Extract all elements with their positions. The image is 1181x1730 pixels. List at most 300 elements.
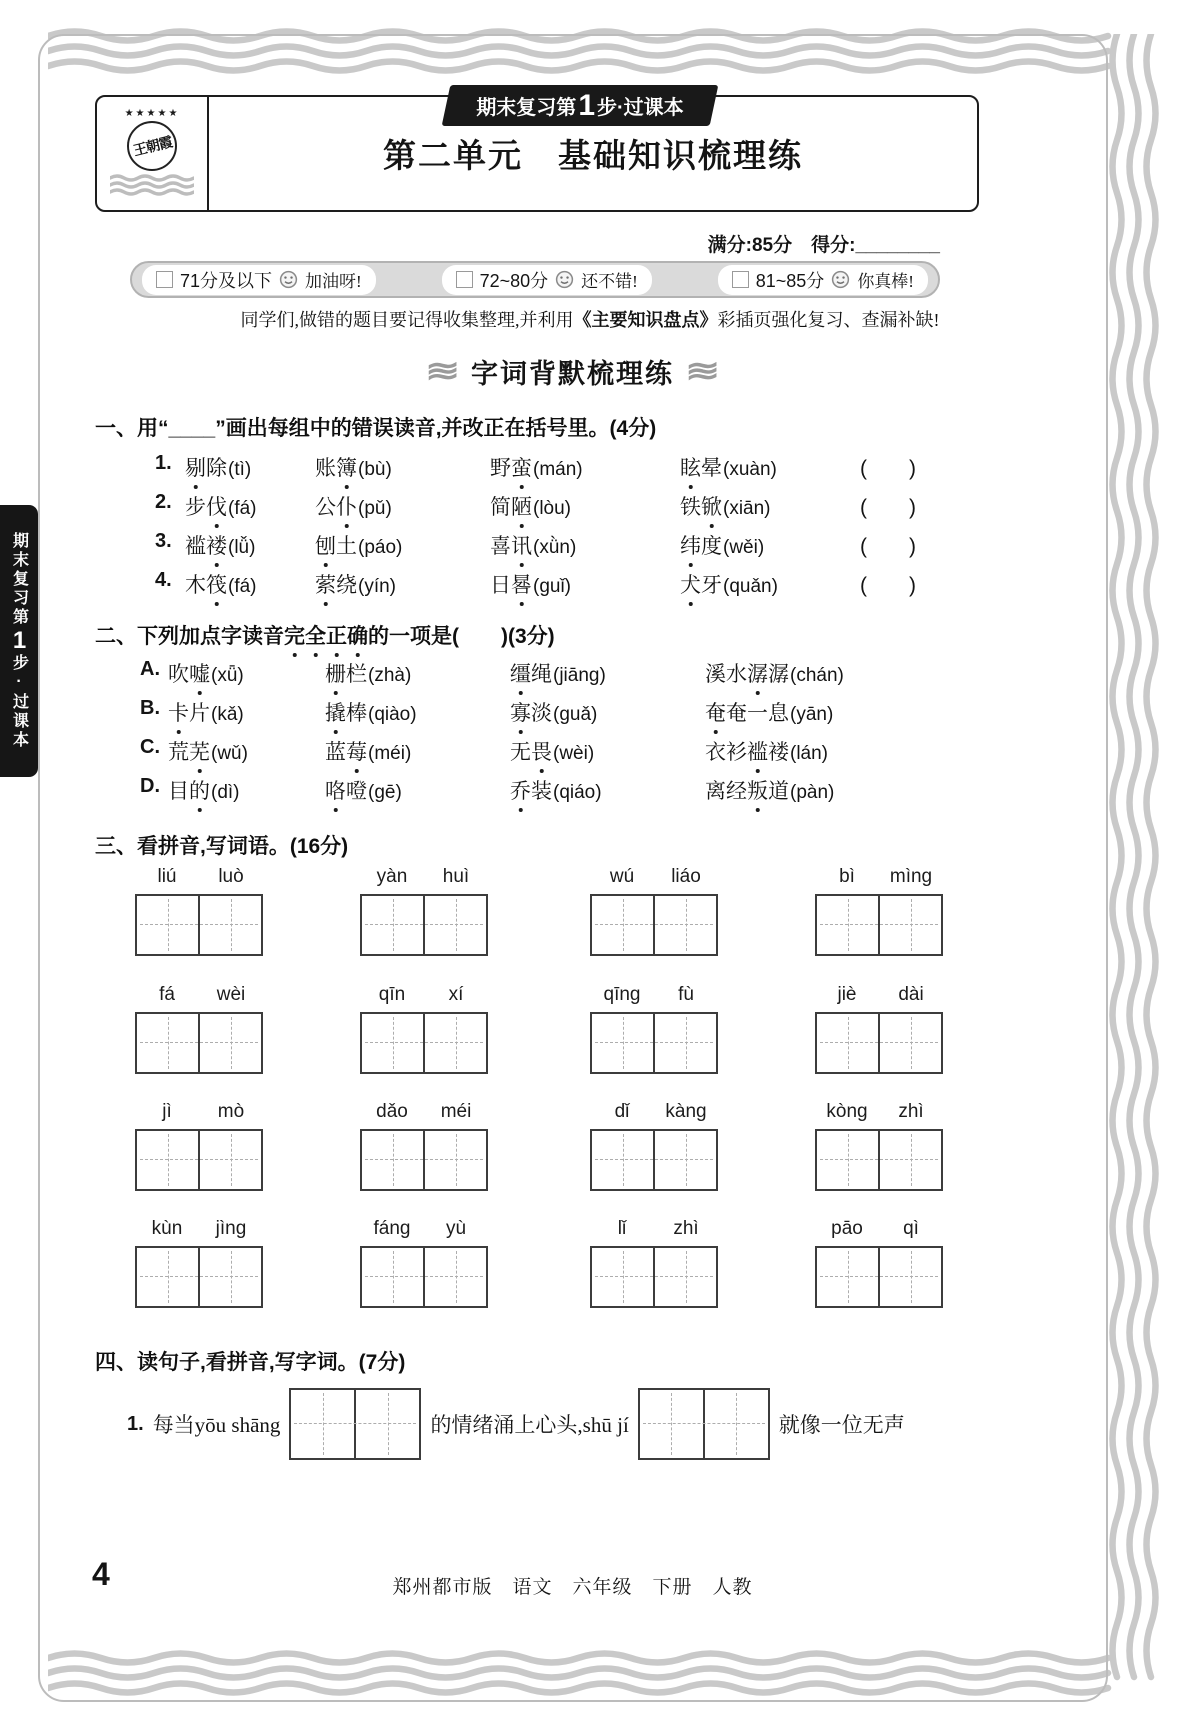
grid-cell <box>817 896 878 954</box>
pinyin-syllable: dài <box>898 984 924 1005</box>
han-char: 的 <box>189 775 210 805</box>
pinyin-syllable: mìng <box>889 866 933 887</box>
word-with-pinyin <box>315 491 392 521</box>
han-char: 咯 <box>325 775 346 805</box>
han-char: 眩 <box>680 452 701 482</box>
writing-grid <box>360 894 488 956</box>
han-char: 畏 <box>531 736 552 766</box>
han-char: 嘘 <box>189 658 210 688</box>
pinyin-pair <box>135 1101 263 1129</box>
writing-grid <box>135 894 263 956</box>
pinyin-syllable: kàng <box>665 1101 707 1122</box>
writing-grid <box>815 1246 943 1308</box>
han-char: 潺 <box>747 658 768 688</box>
han-char: 撬 <box>325 697 346 727</box>
step-banner-text <box>446 85 714 126</box>
pinyin-pair <box>135 1218 263 1246</box>
han-char: 铁 <box>680 495 701 519</box>
word-with-pinyin <box>185 491 257 521</box>
answer-grid <box>638 1388 770 1460</box>
pinyin-syllable: lǐ <box>617 1218 627 1239</box>
han-char: 栏 <box>346 662 367 686</box>
option-label: A. <box>140 658 160 680</box>
han-char: 剔 <box>185 452 206 482</box>
checkbox-icon <box>156 271 173 288</box>
word-with-pinyin <box>705 658 844 688</box>
writing-grid <box>815 1129 943 1191</box>
han-char: 无 <box>510 740 531 764</box>
score-band <box>442 265 652 295</box>
row-number: 2. <box>155 491 172 513</box>
q2-heading-text: 二、下列加点字读音 <box>95 625 284 648</box>
word-with-pinyin <box>490 452 583 482</box>
pinyin-label: (wǔ) <box>211 743 248 764</box>
option-label: D. <box>140 775 160 797</box>
word-with-pinyin <box>325 697 417 727</box>
han-char: 公 <box>315 495 336 519</box>
grid-cell <box>137 896 198 954</box>
pinyin-syllable: fù <box>678 984 694 1005</box>
pinyin-syllable: zhì <box>898 1101 924 1122</box>
pinyin-label: (qiáo) <box>553 782 602 803</box>
han-char: 晷 <box>511 569 532 599</box>
pinyin-syllable: pāo <box>831 1218 863 1239</box>
emphasized-char: 全 <box>305 620 326 650</box>
grid-cell <box>362 1248 423 1306</box>
word-with-pinyin <box>325 658 411 688</box>
pinyin-label: (lǚ) <box>228 537 256 558</box>
q2-heading-text: 的一项是( )(3分) <box>368 625 555 648</box>
pinyin-pair <box>590 1218 718 1246</box>
q2-option <box>127 697 1027 736</box>
pinyin-syllable: huì <box>442 866 470 887</box>
note <box>100 306 1080 332</box>
sidebar-tab-text: 步·过课本 <box>10 654 28 750</box>
han-char: 莓 <box>346 736 367 766</box>
han-char: 褛 <box>206 530 227 560</box>
grid-midline <box>140 1159 258 1160</box>
pinyin-pair <box>360 984 488 1012</box>
pinyin-syllable: fá <box>159 984 175 1005</box>
han-char: 装 <box>531 779 552 803</box>
q2-emphasized-text <box>284 625 368 648</box>
pinyin-syllable: jìng <box>215 1218 247 1239</box>
q4-sentence <box>127 1388 905 1460</box>
grid-midline <box>140 1042 258 1043</box>
han-char: 步 <box>185 495 206 519</box>
pinyin-syllable: xí <box>448 984 464 1005</box>
pinyin-pair <box>590 1101 718 1129</box>
word-with-pinyin <box>705 775 834 805</box>
word-with-pinyin <box>705 736 828 766</box>
pinyin-syllable: kùn <box>151 1218 183 1239</box>
han-char: 陋 <box>511 491 532 521</box>
grid-cell <box>423 1014 486 1072</box>
han-char: 筏 <box>206 569 227 599</box>
han-char: 衫 <box>726 740 747 764</box>
pinyin-syllable: kòng <box>826 1101 868 1122</box>
q1-heading: 一、用“____”画出每组中的错误读音,并改正在括号里。(4分) <box>95 417 657 440</box>
grid-cell <box>878 1014 941 1072</box>
pinyin-label: (bù) <box>358 459 392 480</box>
grid-cell <box>362 1014 423 1072</box>
han-char: 目 <box>168 779 189 803</box>
grid-cell <box>817 1131 878 1189</box>
pinyin-label: (pàn) <box>790 782 835 803</box>
word-with-pinyin <box>510 775 602 805</box>
pinyin-label: (xiān) <box>723 498 771 519</box>
option-label: B. <box>140 697 160 719</box>
han-char: 栅 <box>325 658 346 688</box>
checkbox-icon <box>732 271 749 288</box>
pinyin-syllable: wèi <box>216 984 246 1005</box>
answer-paren: ( ) <box>860 535 916 558</box>
pinyin-syllable: yù <box>445 1218 467 1239</box>
word-with-pinyin <box>168 697 244 727</box>
grid-cell <box>362 896 423 954</box>
han-char: 离 <box>705 779 726 803</box>
grid-midline <box>595 1042 713 1043</box>
han-char: 牙 <box>701 573 722 597</box>
note-text: 同学们,做错的题目要记得收集整理,并利用 <box>240 310 574 330</box>
grid-midline <box>365 924 483 925</box>
grid-cell <box>878 1248 941 1306</box>
pinyin-word-group <box>360 984 488 1074</box>
han-char: 绕 <box>336 573 357 597</box>
score-bar <box>130 261 940 298</box>
pinyin-syllable: wú <box>609 866 635 887</box>
grid-midline <box>820 1276 938 1277</box>
pinyin-label: (jiāng) <box>553 665 606 686</box>
writing-grid <box>590 1129 718 1191</box>
pinyin-label: (guǎ) <box>553 704 598 725</box>
han-char: 日 <box>490 573 511 597</box>
pinyin-label: (páo) <box>358 537 403 558</box>
emphasized-char: 正 <box>326 620 347 650</box>
grid-cell <box>198 1248 261 1306</box>
pinyin-label: (guǐ) <box>533 576 572 597</box>
q3-grid <box>127 858 1007 1328</box>
han-char: 淡 <box>531 701 552 725</box>
word-with-pinyin <box>185 530 255 560</box>
row-number: 1. <box>127 1412 144 1435</box>
han-char: 乔 <box>510 775 531 805</box>
pinyin-syllable: qì <box>903 1218 919 1239</box>
smiley-icon <box>831 270 850 289</box>
score-range: 71分及以下 <box>180 270 273 291</box>
grid-cell <box>354 1390 419 1458</box>
pinyin-pair <box>135 866 263 894</box>
writing-grid <box>135 1012 263 1074</box>
q2-option <box>127 775 1027 814</box>
writing-grid <box>815 894 943 956</box>
got-score-label: 得分:________ <box>811 235 940 256</box>
pinyin-syllable: liáo <box>671 866 701 887</box>
word-with-pinyin <box>490 491 571 521</box>
pinyin-label: (wèi) <box>553 743 595 764</box>
grid-cell <box>362 1131 423 1189</box>
han-char: 晕 <box>701 456 722 480</box>
grid-cell <box>423 1131 486 1189</box>
grid-cell <box>653 1131 716 1189</box>
grid-midline <box>595 1276 713 1277</box>
score-comment: 加油呀! <box>305 272 362 291</box>
grid-midline <box>595 924 713 925</box>
pinyin-pair <box>815 1218 943 1246</box>
han-char: 除 <box>206 456 227 480</box>
grid-midline <box>643 1423 765 1424</box>
word-with-pinyin <box>168 658 244 688</box>
han-char: 伐 <box>206 491 227 521</box>
pinyin-syllable: qīng <box>603 984 641 1005</box>
han-char: 蛮 <box>511 452 532 482</box>
q2-option <box>127 658 1027 697</box>
pinyin-label: (quǎn) <box>723 576 778 597</box>
han-char: 土 <box>336 534 357 558</box>
han-char: 简 <box>490 495 511 519</box>
han-char: 账 <box>315 456 336 480</box>
grid-cell <box>198 1014 261 1072</box>
han-char: 潺 <box>768 662 789 686</box>
word-with-pinyin <box>510 697 597 727</box>
grid-midline <box>140 1276 258 1277</box>
pinyin-label: (xǜn) <box>533 537 577 558</box>
pinyin-label: (fá) <box>228 576 257 597</box>
grid-cell <box>423 1248 486 1306</box>
han-char: 纬 <box>680 530 701 560</box>
pinyin-label: (lán) <box>790 743 829 764</box>
writing-grid <box>360 1129 488 1191</box>
han-char: 锨 <box>701 491 722 521</box>
writing-grid <box>135 1246 263 1308</box>
han-char: 溪 <box>705 662 726 686</box>
pinyin-syllable: qīn <box>378 984 406 1005</box>
grid-cell <box>592 896 653 954</box>
han-char: 褴 <box>747 736 768 766</box>
pinyin-pair <box>360 866 488 894</box>
grid-cell <box>703 1390 768 1458</box>
wave-deco-icon: ≋ <box>424 355 461 388</box>
word-with-pinyin <box>315 530 402 560</box>
score-comment: 你真棒! <box>857 272 914 291</box>
sentence-text: 就像一位无声 <box>778 1413 905 1437</box>
pinyin-word-group <box>135 866 263 956</box>
score-range: 81~85分 <box>755 270 825 291</box>
right-wave-decoration <box>1106 34 1164 1694</box>
grid-midline <box>365 1276 483 1277</box>
answer-paren: ( ) <box>860 574 916 597</box>
pinyin-label: (chán) <box>790 665 844 686</box>
pinyin-label: (lòu) <box>533 498 572 519</box>
han-char: 簿 <box>336 452 357 482</box>
logo-waves-icon <box>110 173 194 199</box>
smiley-icon-wrap <box>831 270 850 289</box>
pinyin-label: (fá) <box>228 498 257 519</box>
grid-cell <box>198 1131 261 1189</box>
q2-option <box>127 736 1027 775</box>
answer-paren: ( ) <box>860 496 916 519</box>
q1-row <box>127 530 1027 569</box>
pinyin-syllable: bì <box>839 866 855 887</box>
pinyin-syllable: méi <box>440 1101 472 1122</box>
word-with-pinyin <box>168 736 248 766</box>
han-char: 奄 <box>705 697 726 727</box>
pinyin-word-group <box>590 866 718 956</box>
answer-paren: ( ) <box>860 457 916 480</box>
q1-row <box>127 569 1027 608</box>
pinyin-word-group <box>135 1101 263 1191</box>
word-with-pinyin <box>325 736 411 766</box>
word-with-pinyin <box>680 491 771 521</box>
pinyin-syllable: jiè <box>837 984 857 1005</box>
q3-heading: 三、看拼音,写词语。(16分) <box>95 835 349 858</box>
word-with-pinyin <box>680 530 764 560</box>
pinyin-syllable: dǎo <box>376 1101 408 1122</box>
q1-row <box>127 452 1027 491</box>
pinyin-label: (qiào) <box>368 704 417 725</box>
grid-cell <box>137 1131 198 1189</box>
writing-grid <box>360 1246 488 1308</box>
han-char: 一 <box>747 701 768 725</box>
sentence-text: 的情绪涌上心头,shū jí <box>430 1413 629 1437</box>
grid-midline <box>140 924 258 925</box>
word-with-pinyin <box>510 736 594 766</box>
writing-grid <box>590 1246 718 1308</box>
grid-cell <box>423 896 486 954</box>
row-number: 3. <box>155 530 172 552</box>
q2-options <box>127 658 1027 814</box>
score-comment: 还不错! <box>581 272 638 291</box>
word-with-pinyin <box>168 775 240 805</box>
smiley-icon-wrap <box>279 270 298 289</box>
word-with-pinyin <box>315 569 396 599</box>
option-label: C. <box>140 736 160 758</box>
pinyin-word-group <box>135 1218 263 1308</box>
han-char: 褛 <box>768 740 789 764</box>
writing-grid <box>135 1129 263 1191</box>
pinyin-label: (yān) <box>790 704 834 725</box>
pinyin-syllable: zhì <box>673 1218 699 1239</box>
pinyin-pair <box>815 866 943 894</box>
han-char: 衣 <box>705 740 726 764</box>
banner-text: 期末复习第 <box>476 97 577 119</box>
pinyin-pair <box>590 984 718 1012</box>
pinyin-pair <box>590 866 718 894</box>
han-char: 荒 <box>168 740 189 764</box>
grid-cell <box>640 1390 703 1458</box>
word-with-pinyin <box>680 569 778 599</box>
pinyin-word-group <box>815 1101 943 1191</box>
han-char: 褴 <box>185 534 206 558</box>
smiley-icon-wrap <box>555 270 574 289</box>
full-score-label: 满分:85分 <box>707 235 793 256</box>
han-char: 芜 <box>189 736 210 766</box>
han-char: 卡 <box>168 697 189 727</box>
han-char: 缰 <box>510 658 531 688</box>
smiley-icon <box>279 270 298 289</box>
word-with-pinyin <box>315 452 392 482</box>
pinyin-syllable: yàn <box>376 866 408 887</box>
han-char: 绳 <box>531 662 552 686</box>
han-char: 水 <box>726 662 747 686</box>
writing-grid <box>590 894 718 956</box>
section-title: 字词背默梳理练 <box>471 359 674 389</box>
q1-row <box>127 491 1027 530</box>
han-char: 度 <box>701 534 722 558</box>
word-with-pinyin <box>325 775 402 805</box>
grid-midline <box>820 924 938 925</box>
pinyin-word-group <box>135 984 263 1074</box>
word-with-pinyin <box>510 658 606 688</box>
note-text: 彩插页强化复习、查漏补缺! <box>717 310 940 330</box>
han-char: 野 <box>490 456 511 480</box>
pinyin-label: (xuàn) <box>723 459 777 480</box>
pinyin-label: (mán) <box>533 459 583 480</box>
pinyin-label: (méi) <box>368 743 412 764</box>
han-char: 刨 <box>315 530 336 560</box>
grid-cell <box>592 1248 653 1306</box>
row-number: 4. <box>155 569 172 591</box>
pinyin-syllable: dǐ <box>614 1101 630 1122</box>
grid-cell <box>137 1014 198 1072</box>
han-char: 叛 <box>747 775 768 805</box>
grid-cell <box>291 1390 354 1458</box>
writing-grid <box>360 1012 488 1074</box>
grid-cell <box>878 1131 941 1189</box>
brand-logo <box>97 97 209 210</box>
logo-circle-icon <box>127 121 177 171</box>
word-with-pinyin <box>490 569 571 599</box>
pinyin-label: (gē) <box>368 782 402 803</box>
word-with-pinyin <box>680 452 777 482</box>
han-char: 蓝 <box>325 740 346 764</box>
page-title: 第二单元 基础知识梳理练 <box>383 137 803 174</box>
grid-midline <box>294 1423 416 1424</box>
score-range: 72~80分 <box>479 270 549 291</box>
han-char: 萦 <box>315 569 336 599</box>
pinyin-label: (pǔ) <box>358 498 392 519</box>
pinyin-word-group <box>815 866 943 956</box>
grid-cell <box>592 1131 653 1189</box>
word-with-pinyin <box>185 569 257 599</box>
pinyin-word-group <box>815 1218 943 1308</box>
grid-cell <box>817 1248 878 1306</box>
pinyin-word-group <box>815 984 943 1074</box>
word-with-pinyin <box>185 452 251 482</box>
step-banner <box>446 85 714 126</box>
note-book-title: 《主要知识盘点》 <box>573 310 718 330</box>
grid-cell <box>653 1014 716 1072</box>
footer-page-number: 4 <box>92 1556 110 1592</box>
han-char: 道 <box>768 779 789 803</box>
banner-step-number: 1 <box>578 88 595 122</box>
score-band <box>142 265 376 295</box>
emphasized-char: 完 <box>284 620 305 650</box>
sentence-text: 每当yōu shāng <box>152 1413 281 1437</box>
pinyin-syllable: jì <box>162 1101 172 1122</box>
smiley-icon <box>555 270 574 289</box>
pinyin-label: (wěi) <box>723 537 765 558</box>
pinyin-word-group <box>360 1218 488 1308</box>
han-char: 棒 <box>346 701 367 725</box>
grid-midline <box>820 1159 938 1160</box>
grid-midline <box>365 1042 483 1043</box>
word-with-pinyin <box>705 697 833 727</box>
grid-midline <box>820 1042 938 1043</box>
q4-heading: 四、读句子,看拼音,写字词。(7分) <box>95 1351 406 1374</box>
logo-stars-icon: ★★★★★ <box>124 108 180 119</box>
footer-info: 郑州都市版 语文 六年级 下册 人教 <box>392 1577 753 1598</box>
